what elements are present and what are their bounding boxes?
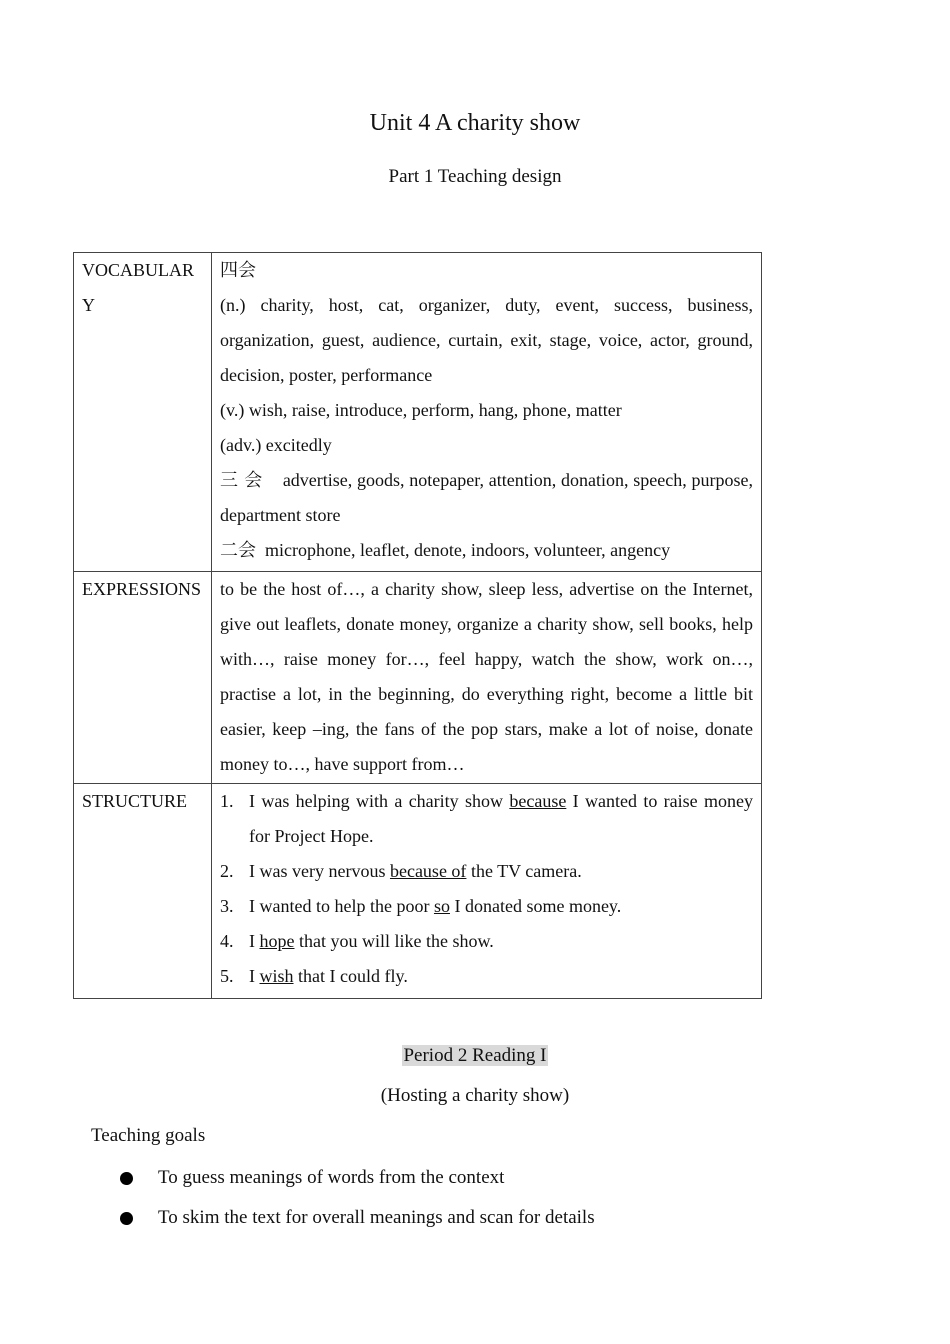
structure-item-text (249, 854, 753, 889)
structure-item-text (249, 784, 753, 854)
structure-text-after: I wanted to raise money for Project Hope. (249, 791, 753, 846)
document-title: Unit 4 A charity show (369, 110, 581, 136)
structure-keyword: because of (389, 861, 467, 881)
goal-text: To skim the text for overall meanings and scan for details (158, 1207, 595, 1228)
structure-text-before: I was helping with a charity show (249, 791, 510, 811)
expressions-label: EXPRESSIONS (74, 572, 212, 784)
structure-item-number: 1. (220, 791, 234, 811)
structure-text-before: I (249, 966, 260, 986)
structure-item (220, 924, 753, 959)
structure-text-after: that I could fly. (293, 966, 408, 986)
bullet-icon (120, 1212, 133, 1225)
structure-item-text (249, 924, 753, 959)
structure-text-before: I wanted to help the poor (249, 896, 434, 916)
period-subtitle: (Hosting a charity show) (380, 1085, 570, 1106)
document-subtitle: Part 1 Teaching design (388, 166, 562, 187)
vocab-level2 (220, 533, 753, 568)
expressions-row (74, 572, 762, 784)
structure-text-after: the TV camera. (466, 861, 582, 881)
vocab-nouns: (n.) charity, host, cat, organizer, duty, event, success, business, organization, guest, audience, curtain, exit, stage, voice, actor, ground, decision, poster, performance (220, 295, 753, 385)
structure-keyword: wish (259, 966, 294, 986)
vocab-level2-label: 二会 (220, 540, 256, 560)
vocab-adverbs: (adv.) excitedly (220, 435, 332, 455)
goal-item (120, 1165, 595, 1205)
expressions-content: to be the host of…, a charity show, sleep less, advertise on the Internet, give out leaflets, donate money, organize a charity show, sell books, help with…, raise money for…, feel happy, watch the show, work on…, practise a lot, in the beginning, do everything right, become a little bit easier, keep –ing, the fans of the pop stars, make a lot of noise, donate money to…, have support from… (212, 572, 762, 784)
structure-text-after: I donated some money. (449, 896, 622, 916)
structure-keyword: so (433, 896, 450, 916)
structure-item-number: 4. (220, 931, 234, 951)
structure-item (220, 784, 753, 854)
structure-text-before: I was very nervous (249, 861, 390, 881)
goal-text: To guess meanings of words from the context (158, 1167, 505, 1188)
structure-item (220, 889, 753, 924)
structure-item (220, 854, 753, 889)
teaching-goals-list (120, 1165, 595, 1245)
structure-item-text (249, 959, 753, 994)
vocabulary-content (212, 253, 762, 572)
structure-item (220, 959, 753, 994)
teaching-goals-title: Teaching goals (91, 1125, 206, 1146)
structure-item-number: 5. (220, 966, 234, 986)
structure-list (220, 784, 753, 994)
structure-item-number: 2. (220, 861, 234, 881)
structure-text-before: I (249, 931, 260, 951)
structure-item-number: 3. (220, 896, 234, 916)
structure-label: STRUCTURE (74, 784, 212, 999)
period-heading-text: Period 2 Reading I (403, 1045, 547, 1066)
vocab-level4-label: 四会 (220, 260, 256, 280)
vocabulary-label: VOCABULARY (74, 253, 212, 572)
vocab-level3-words: advertise, goods, notepaper, attention, donation, speech, purpose, department store (220, 470, 754, 525)
structure-content (212, 784, 762, 999)
vocab-level2-words: microphone, leaflet, denote, indoors, volunteer, angency (265, 540, 671, 560)
period-heading (0, 1045, 950, 1067)
vocabulary-row (74, 253, 762, 572)
vocab-level3-label: 三会 (220, 470, 269, 490)
structure-item-text (249, 889, 753, 924)
vocab-level3 (220, 463, 753, 533)
goal-item (120, 1205, 595, 1245)
teaching-design-table (73, 252, 762, 999)
structure-keyword: hope (259, 931, 295, 951)
structure-text-after: that you will like the show. (294, 931, 494, 951)
structure-row (74, 784, 762, 999)
structure-keyword: because (509, 791, 567, 811)
bullet-icon (120, 1172, 133, 1185)
vocab-verbs: (v.) wish, raise, introduce, perform, hang, phone, matter (220, 400, 622, 420)
